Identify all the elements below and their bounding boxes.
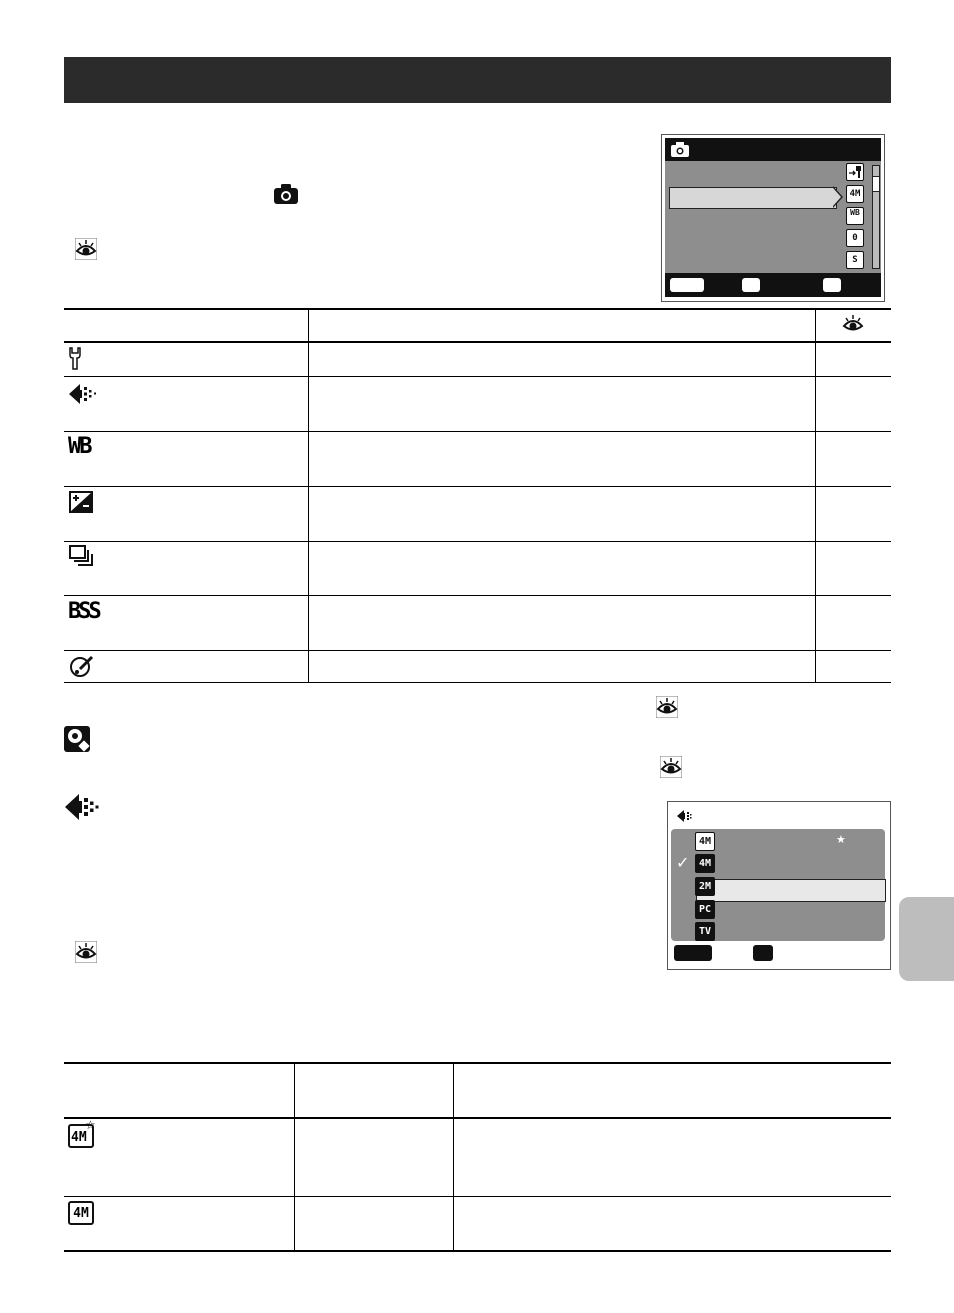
camera-icon: [273, 183, 299, 205]
option-4m-high-icon[interactable]: 4M: [695, 832, 715, 851]
table-top-rule: [64, 308, 891, 310]
exposure-icon: 0: [846, 229, 864, 247]
white-balance-icon: WB: [846, 207, 864, 225]
white-balance-icon: WB: [68, 434, 91, 459]
screen-menu-body: [665, 161, 881, 273]
screen-footer: [665, 273, 881, 297]
eye-reference-icon: [842, 313, 864, 335]
size-table-header-rule: [64, 1117, 891, 1119]
screen-title-bar: [665, 138, 881, 161]
option-tv-icon[interactable]: TV: [695, 922, 715, 941]
shooting-menu-screen: [661, 134, 885, 302]
ok-button-hint: [753, 945, 773, 961]
ok-button-hint: [742, 278, 760, 292]
option-pc-icon[interactable]: PC: [695, 900, 715, 919]
selected-option-row[interactable]: [696, 879, 886, 902]
option-4m-icon[interactable]: 4M: [695, 854, 715, 873]
table-bottom-rule: [64, 682, 891, 683]
high-quality-star: ★: [836, 833, 846, 846]
eye-reference-icon: [660, 756, 682, 778]
image-mode-icon: [677, 810, 695, 822]
checkmark-icon: ✓: [676, 853, 690, 872]
image-mode-screen: [667, 801, 891, 970]
size-4m-icon: 4M: [68, 1201, 94, 1225]
eye-reference-icon: [75, 238, 97, 260]
screen-footer: [671, 943, 887, 965]
star-icon: ☆: [85, 1118, 96, 1132]
magnifier-hint-icon: [64, 726, 90, 752]
camera-icon: [671, 142, 689, 157]
eye-reference-icon: [656, 696, 678, 718]
wrench-icon: [68, 347, 82, 371]
size-4m-high-icon: 4M: [68, 1124, 94, 1148]
screen-title-bar: [671, 805, 887, 826]
menu-button-hint: [670, 278, 704, 292]
size-table-top-rule: [64, 1062, 891, 1064]
best-shot-selector-icon: BSS: [68, 599, 99, 624]
single-shot-icon: S: [846, 251, 864, 269]
image-mode-options: [671, 829, 885, 941]
option-2m-icon[interactable]: 2M: [695, 877, 715, 896]
eye-reference-icon: [75, 941, 97, 963]
chapter-side-tab: [899, 897, 954, 981]
menu-button-hint: [674, 945, 712, 961]
image-mode-icon: [64, 793, 102, 821]
image-mode-icon: 4M: [846, 185, 864, 203]
selected-menu-row[interactable]: [669, 187, 837, 209]
continuous-shooting-icon: [69, 545, 95, 571]
exposure-compensation-icon: [69, 491, 93, 513]
size-table-bottom-rule: [64, 1250, 891, 1252]
setup-icon: [846, 163, 864, 181]
section-header-bar: [64, 57, 891, 103]
image-mode-icon: [68, 383, 100, 405]
menu-scrollbar[interactable]: [872, 165, 880, 269]
color-options-icon: [70, 655, 94, 679]
table-header-rule: [64, 341, 891, 343]
nav-button-hint: [823, 278, 841, 292]
